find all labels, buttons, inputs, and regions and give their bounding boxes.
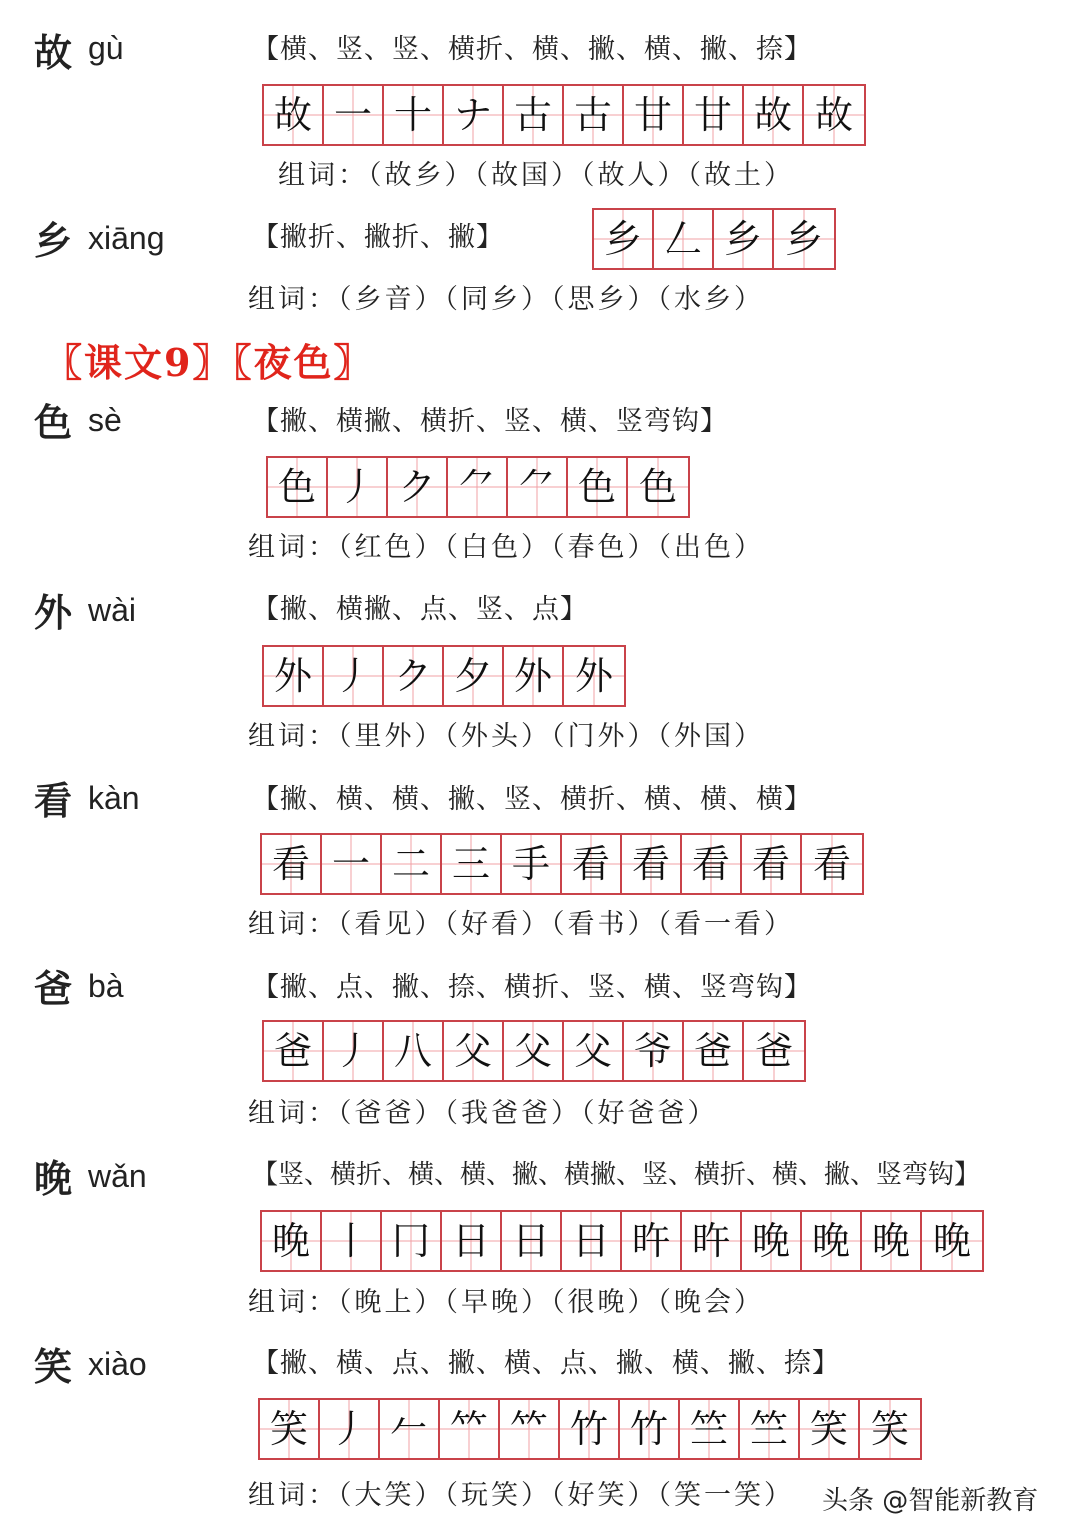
stroke-cell: [382, 835, 442, 893]
stroke-cell: [508, 458, 568, 516]
stroke-cell-glyph: 晚: [811, 1219, 850, 1263]
entry-char: 看: [34, 778, 73, 823]
stroke-cell-glyph: 笑: [809, 1407, 848, 1451]
word-list: 组词：（大笑）（玩笑）（好笑）（笑一笑）: [248, 1480, 794, 1511]
stroke-cell: [260, 1400, 320, 1458]
stroke-cell-glyph: 古: [513, 93, 552, 137]
stroke-cell-glyph: 丨: [331, 1219, 370, 1263]
entry-char: 故: [34, 30, 73, 75]
entry-char: 乡: [34, 218, 73, 263]
stroke-cell: [322, 1212, 382, 1270]
entry-char: 色: [34, 400, 73, 445]
stroke-cell: [620, 1400, 680, 1458]
stroke-cell-glyph: 旿: [691, 1219, 730, 1263]
stroke-cell-glyph: 外: [574, 654, 613, 698]
stroke-cell: [624, 1022, 684, 1080]
stroke-cell-glyph: 手: [511, 842, 550, 886]
stroke-cell: [800, 1400, 860, 1458]
stroke-cell-glyph: 旿: [631, 1219, 670, 1263]
stroke-cell: [322, 835, 382, 893]
word-list: 组词：（故乡）（故国）（故人）（故土）: [278, 160, 794, 191]
stroke-cell-glyph: 爷: [633, 1029, 672, 1073]
stroke-cell-glyph: 𠃋: [663, 217, 702, 261]
stroke-cell: [682, 1212, 742, 1270]
stroke-cell: [564, 647, 624, 705]
stroke-cell-glyph: 看: [691, 842, 730, 886]
stroke-cell-glyph: 色: [277, 465, 316, 509]
watermark: 头条 @智能新教育: [822, 1486, 1039, 1516]
stroke-cell: [654, 210, 714, 268]
stroke-cell-glyph: ⺈: [457, 465, 496, 509]
stroke-cell: [384, 1022, 444, 1080]
stroke-cell-glyph: 竺: [689, 1407, 728, 1451]
stroke-cell: [862, 1212, 922, 1270]
stroke-cell-glyph: 一: [333, 93, 372, 137]
stroke-cell-glyph: 笑: [269, 1407, 308, 1451]
stroke-cell: [500, 1400, 560, 1458]
stroke-cell: [774, 210, 834, 268]
stroke-cell: [382, 1212, 442, 1270]
word-list: 组词：（爸爸）（我爸爸）（好爸爸）: [248, 1098, 718, 1129]
stroke-cell: [804, 86, 864, 144]
stroke-cell-glyph: 日: [451, 1219, 490, 1263]
stroke-cell-glyph: 看: [751, 842, 790, 886]
stroke-cell-glyph: 外: [273, 654, 312, 698]
entry-pinyin: xiào: [88, 1346, 147, 1382]
stroke-order-text: 【撇、横撇、点、竖、点】: [252, 594, 588, 625]
stroke-cell-glyph: 看: [631, 842, 670, 886]
entry-pinyin: bà: [88, 968, 124, 1004]
entry-char: 晚: [34, 1156, 73, 1201]
stroke-cell-glyph: 父: [453, 1029, 492, 1073]
stroke-cell: [802, 835, 862, 893]
stroke-cell: [388, 458, 448, 516]
stroke-cell: [744, 86, 804, 144]
stroke-cell-glyph: 竹: [569, 1407, 608, 1451]
stroke-cell-glyph: 色: [638, 465, 677, 509]
stroke-grid: [266, 456, 690, 518]
stroke-cell: [742, 1212, 802, 1270]
stroke-cell: [384, 647, 444, 705]
stroke-grid: [592, 208, 836, 270]
stroke-cell: [682, 835, 742, 893]
stroke-cell: [442, 1212, 502, 1270]
stroke-cell: [264, 647, 324, 705]
stroke-cell: [714, 210, 774, 268]
stroke-cell: [262, 835, 322, 893]
stroke-cell: [442, 835, 502, 893]
stroke-cell-glyph: 古: [573, 93, 612, 137]
stroke-cell: [264, 1022, 324, 1080]
stroke-cell: [504, 647, 564, 705]
stroke-cell-glyph: 故: [273, 93, 312, 137]
word-list: 组词：（晚上）（早晚）（很晚）（晚会）: [248, 1287, 764, 1318]
stroke-cell: [568, 458, 628, 516]
entry-pinyin: xiāng: [88, 220, 165, 256]
stroke-cell: [560, 1400, 620, 1458]
entry-pinyin: kàn: [88, 780, 140, 816]
stroke-cell: [264, 86, 324, 144]
stroke-cell: [444, 1022, 504, 1080]
stroke-cell-glyph: 故: [814, 93, 853, 137]
stroke-order-text: 【撇折、撇折、撇】: [252, 222, 504, 253]
stroke-cell-glyph: 晚: [751, 1219, 790, 1263]
stroke-order-text: 【撇、点、撇、捺、横折、竖、横、竖弯钩】: [252, 972, 812, 1003]
stroke-cell-glyph: 𥫗: [449, 1407, 488, 1451]
stroke-cell-glyph: 晚: [871, 1219, 910, 1263]
stroke-cell-glyph: 爸: [693, 1029, 732, 1073]
stroke-cell: [684, 1022, 744, 1080]
stroke-cell-glyph: 十: [393, 93, 432, 137]
stroke-cell: [444, 86, 504, 144]
stroke-cell-glyph: 乡: [723, 217, 762, 261]
stroke-cell-glyph: 丿: [329, 1407, 368, 1451]
stroke-order-text: 【撇、横、点、撇、横、点、撇、横、撇、捺】: [252, 1348, 840, 1379]
stroke-cell-glyph: 𥫗: [509, 1407, 548, 1451]
entry-pinyin: wǎn: [88, 1158, 147, 1194]
stroke-cell: [380, 1400, 440, 1458]
stroke-cell: [802, 1212, 862, 1270]
stroke-cell-glyph: 笑: [870, 1407, 909, 1451]
stroke-cell: [922, 1212, 982, 1270]
stroke-cell: [324, 1022, 384, 1080]
stroke-cell-glyph: 爸: [754, 1029, 793, 1073]
stroke-order-text: 【撇、横、横、撇、竖、横折、横、横、横】: [252, 784, 812, 815]
entry-char: 笑: [34, 1344, 73, 1389]
stroke-cell: [444, 647, 504, 705]
stroke-cell: [744, 1022, 804, 1080]
stroke-cell-glyph: 晚: [932, 1219, 971, 1263]
stroke-cell-glyph: 甘: [633, 93, 672, 137]
stroke-order-text: 【撇、横撇、横折、竖、横、竖弯钩】: [252, 406, 728, 437]
stroke-cell: [624, 86, 684, 144]
stroke-cell-glyph: 外: [513, 654, 552, 698]
stroke-cell-glyph: 看: [812, 842, 851, 886]
stroke-cell: [564, 86, 624, 144]
stroke-cell-glyph: 冂: [391, 1219, 430, 1263]
stroke-cell-glyph: 看: [571, 842, 610, 886]
entry-char: 爸: [34, 966, 73, 1011]
stroke-cell: [684, 86, 744, 144]
word-list: 组词：（里外）（外头）（门外）（外国）: [248, 721, 764, 752]
stroke-cell-glyph: 乡: [784, 217, 823, 261]
stroke-cell-glyph: 八: [393, 1029, 432, 1073]
stroke-cell: [622, 1212, 682, 1270]
stroke-cell-glyph: ク: [393, 654, 432, 698]
stroke-cell-glyph: 三: [451, 842, 490, 886]
stroke-cell: [324, 86, 384, 144]
stroke-cell-glyph: 父: [513, 1029, 552, 1073]
stroke-cell-glyph: 丿: [333, 1029, 372, 1073]
stroke-cell: [680, 1400, 740, 1458]
stroke-cell: [440, 1400, 500, 1458]
stroke-cell-glyph: 夕: [453, 654, 492, 698]
stroke-cell-glyph: 𠂉: [389, 1407, 428, 1451]
stroke-cell-glyph: 爸: [273, 1029, 312, 1073]
stroke-order-text: 【竖、横折、横、横、撇、横撇、竖、横折、横、撇、竖弯钩】: [252, 1160, 981, 1190]
stroke-order-text: 【横、竖、竖、横折、横、撇、横、撇、捺】: [252, 34, 812, 65]
stroke-cell-glyph: 父: [573, 1029, 612, 1073]
stroke-cell-glyph: ナ: [453, 93, 492, 137]
entry-pinyin: wài: [88, 592, 137, 628]
word-list: 组词：（看见）（好看）（看书）（看一看）: [248, 909, 794, 940]
stroke-cell-glyph: 二: [391, 842, 430, 886]
stroke-cell: [562, 1212, 622, 1270]
stroke-cell-glyph: 乡: [603, 217, 642, 261]
stroke-cell: [328, 458, 388, 516]
stroke-cell: [740, 1400, 800, 1458]
stroke-grid: [258, 1398, 922, 1460]
stroke-cell: [860, 1400, 920, 1458]
stroke-cell: [320, 1400, 380, 1458]
stroke-cell: [384, 86, 444, 144]
word-list: 组词：（红色）（白色）（春色）（出色）: [248, 532, 764, 563]
stroke-cell: [502, 1212, 562, 1270]
stroke-cell: [262, 1212, 322, 1270]
stroke-cell-glyph: 竺: [749, 1407, 788, 1451]
stroke-cell-glyph: 丿: [333, 654, 372, 698]
stroke-cell-glyph: 日: [511, 1219, 550, 1263]
entry-pinyin: sè: [88, 402, 122, 438]
stroke-cell: [622, 835, 682, 893]
stroke-cell: [448, 458, 508, 516]
stroke-cell-glyph: 看: [271, 842, 310, 886]
stroke-cell-glyph: 甘: [693, 93, 732, 137]
lesson-title: 〖课文9〗〖夜色〗: [44, 340, 374, 385]
stroke-grid: [260, 1210, 984, 1272]
stroke-cell-glyph: ク: [397, 465, 436, 509]
stroke-cell-glyph: 晚: [271, 1219, 310, 1263]
stroke-cell: [504, 1022, 564, 1080]
stroke-cell-glyph: 色: [577, 465, 616, 509]
stroke-grid: [262, 645, 626, 707]
stroke-grid: [262, 1020, 806, 1082]
stroke-cell: [324, 647, 384, 705]
stroke-grid: [260, 833, 864, 895]
stroke-cell-glyph: 日: [571, 1219, 610, 1263]
stroke-cell: [564, 1022, 624, 1080]
stroke-cell: [742, 835, 802, 893]
stroke-cell-glyph: 竹: [629, 1407, 668, 1451]
stroke-cell-glyph: 丿: [337, 465, 376, 509]
stroke-cell-glyph: ⺈: [517, 465, 556, 509]
stroke-grid: [262, 84, 866, 146]
stroke-cell: [268, 458, 328, 516]
stroke-cell-glyph: 一: [331, 842, 370, 886]
stroke-cell: [562, 835, 622, 893]
word-list: 组词：（乡音）（同乡）（思乡）（水乡）: [248, 284, 764, 315]
stroke-cell: [594, 210, 654, 268]
stroke-cell: [504, 86, 564, 144]
stroke-cell-glyph: 故: [753, 93, 792, 137]
entry-char: 外: [34, 590, 73, 635]
stroke-cell: [628, 458, 688, 516]
stroke-cell: [502, 835, 562, 893]
entry-pinyin: gù: [88, 30, 124, 66]
